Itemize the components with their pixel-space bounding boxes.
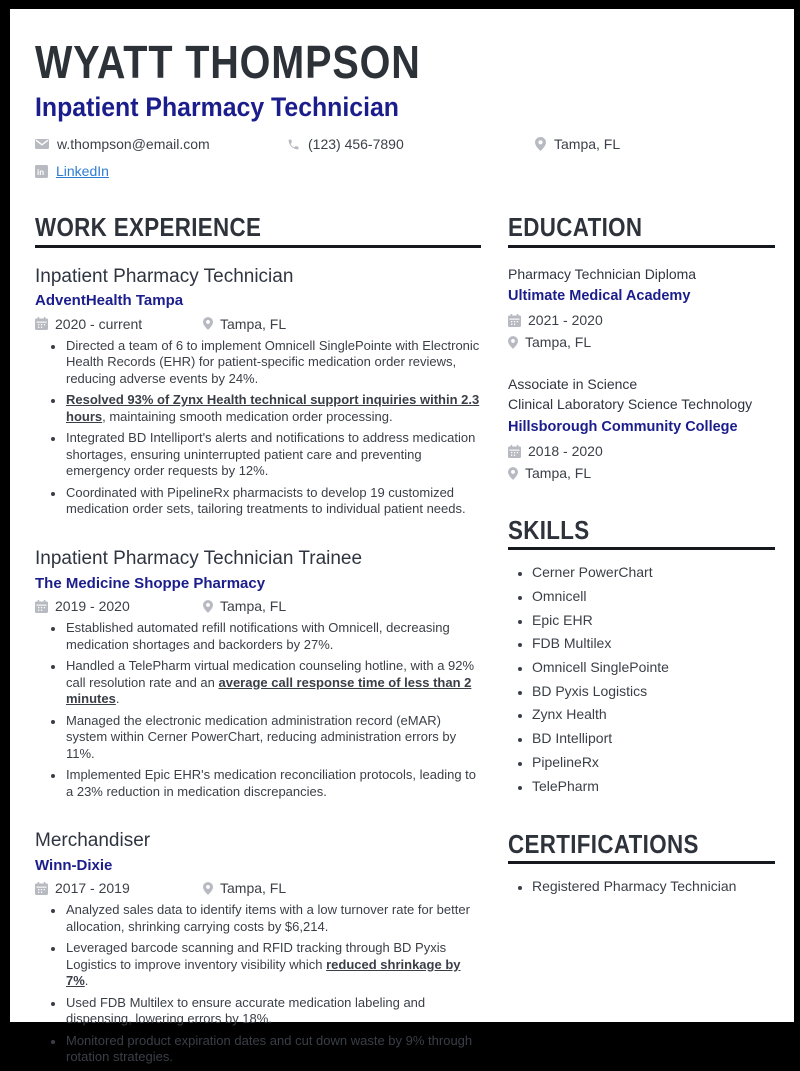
section-heading-work: WORK EXPERIENCE bbox=[35, 214, 481, 247]
contact-location bbox=[535, 136, 620, 152]
envelope-icon bbox=[35, 138, 49, 150]
skill-item: • Epic EHR bbox=[532, 611, 775, 629]
bullet-item: • Coordinated with PipelineRx pharmacists to develop 19 customized medication order sets, tailoring treatments to individual patient needs. bbox=[65, 485, 481, 518]
resume-body bbox=[35, 214, 775, 1071]
skill-item: • Omnicell SinglePointe bbox=[532, 658, 775, 676]
calendar-icon bbox=[35, 317, 48, 330]
job-bullets bbox=[35, 902, 481, 1066]
calendar-icon bbox=[35, 882, 48, 895]
location-pin-icon bbox=[535, 137, 546, 151]
bullet-item: • Integrated BD Intelliport's alerts and notifications to address medication shortages, ensuring uninterrupted patient care and preventing emergency order requests by 12%. bbox=[65, 430, 481, 480]
skill-item: • PipelineRx bbox=[532, 753, 775, 771]
contact-row-2 bbox=[35, 163, 775, 179]
calendar-icon bbox=[35, 600, 48, 613]
skill-item: • FDB Multilex bbox=[532, 634, 775, 652]
job-title: Inpatient Pharmacy Technician Trainee bbox=[35, 547, 363, 569]
bullet-item: • Monitored product expiration dates and cut down waste by 9% through rotation strategies. bbox=[65, 1033, 481, 1066]
bullet-item: • Handled a TelePharm virtual medication counseling hotline, with a 92% call resolution rate and an average call response time of less than 2 minutes. bbox=[65, 658, 481, 708]
job-location: Tampa, FL bbox=[203, 880, 286, 896]
bullet-item: • Analyzed sales data to identify items with a low turnover rate for better allocation, shrinking carrying costs by $6,214. bbox=[65, 902, 481, 935]
contact-location-text: Tampa, FL bbox=[554, 136, 621, 153]
contact-phone-text: (123) 456-7890 bbox=[308, 136, 404, 153]
calendar-icon bbox=[508, 314, 521, 327]
company-name: The Medicine Shoppe Pharmacy bbox=[35, 574, 266, 592]
candidate-title: Inpatient Pharmacy Technician bbox=[35, 91, 399, 122]
job-meta bbox=[35, 598, 481, 614]
svg-text:in: in bbox=[37, 167, 45, 177]
job-bullets bbox=[35, 620, 481, 800]
job-title: Inpatient Pharmacy Technician bbox=[35, 265, 294, 287]
degree-field: Clinical Laboratory Science Technology bbox=[508, 396, 753, 413]
education-location: Tampa, FL bbox=[508, 334, 775, 350]
calendar-icon bbox=[508, 445, 521, 458]
location-pin-icon bbox=[203, 317, 213, 330]
bullet-item: • Managed the electronic medication administration record (eMAR) system within Cerner PowerChart, reducing administration errors by 11%. bbox=[65, 713, 481, 763]
location-pin-icon bbox=[508, 467, 518, 480]
contact-email bbox=[35, 136, 287, 152]
school-name: Hillsborough Community College bbox=[508, 418, 738, 435]
job-dates: 2019 - 2020 bbox=[35, 598, 203, 614]
degree-name: Associate in Science bbox=[508, 376, 638, 393]
bullet-item: • Resolved 93% of Zynx Health technical support inquiries within 2.3 hours, maintaining smooth medication order processing. bbox=[65, 392, 481, 425]
location-pin-icon bbox=[203, 882, 213, 895]
candidate-name: WYATT THOMPSON bbox=[35, 36, 421, 88]
skill-item: • BD Pyxis Logistics bbox=[532, 682, 775, 700]
job-title: Merchandiser bbox=[35, 830, 151, 852]
location-pin-icon bbox=[508, 336, 518, 349]
job-entry-2 bbox=[35, 547, 481, 800]
contact-row-1 bbox=[35, 136, 775, 152]
right-column bbox=[508, 214, 775, 1071]
education-location: Tampa, FL bbox=[508, 465, 775, 481]
section-heading-certifications: CERTIFICATIONS bbox=[508, 831, 775, 864]
job-dates: 2020 - current bbox=[35, 316, 203, 332]
location-pin-icon bbox=[203, 600, 213, 613]
skill-item: • Omnicell bbox=[532, 587, 775, 605]
degree-name: Pharmacy Technician Diploma bbox=[508, 265, 697, 282]
education-entry-2 bbox=[508, 374, 775, 481]
skill-item: • Cerner PowerChart bbox=[532, 563, 775, 581]
skill-item: • Zynx Health bbox=[532, 705, 775, 723]
contact-linkedin bbox=[35, 163, 109, 179]
left-column bbox=[35, 214, 481, 1071]
resume-header bbox=[35, 36, 775, 180]
job-meta bbox=[35, 316, 481, 332]
skill-item: • BD Intelliport bbox=[532, 729, 775, 747]
contact-email-text: w.thompson@email.com bbox=[57, 136, 210, 153]
education-entry-1 bbox=[508, 264, 775, 351]
company-name: Winn-Dixie bbox=[35, 856, 113, 874]
education-dates: 2021 - 2020 bbox=[508, 312, 775, 328]
job-dates: 2017 - 2019 bbox=[35, 880, 203, 896]
contact-phone bbox=[287, 136, 535, 152]
resume-page bbox=[10, 9, 794, 1065]
bullet-item: • Used FDB Multilex to ensure accurate medication labeling and dispensing, lowering errors by 18%. bbox=[65, 995, 481, 1028]
bullet-item: • Directed a team of 6 to implement Omnicell SinglePointe with Electronic Health Records (EHR) for patient-specific medication order reviews, reducing adverse events by 24%. bbox=[65, 338, 481, 388]
certifications-list bbox=[508, 877, 775, 895]
bullet-item: • Established automated refill notifications with Omnicell, decreasing medication shortages and backorders by 27%. bbox=[65, 620, 481, 653]
linkedin-icon bbox=[35, 165, 48, 178]
section-heading-education: EDUCATION bbox=[508, 214, 775, 247]
job-location: Tampa, FL bbox=[203, 316, 286, 332]
job-entry-3 bbox=[35, 829, 481, 1066]
job-entry-1 bbox=[35, 265, 481, 518]
company-name: AdventHealth Tampa bbox=[35, 292, 184, 310]
contact-block bbox=[35, 136, 775, 179]
skills-list bbox=[508, 563, 775, 794]
bullet-item: • Leveraged barcode scanning and RFID tracking through BD Pyxis Logistics to improve inventory visibility which reduced shrinkage by 7%. bbox=[65, 940, 481, 990]
phone-icon bbox=[287, 138, 300, 151]
job-location: Tampa, FL bbox=[203, 598, 286, 614]
education-dates: 2018 - 2020 bbox=[508, 443, 775, 459]
job-meta bbox=[35, 880, 481, 896]
linkedin-link[interactable]: LinkedIn bbox=[56, 163, 109, 180]
certification-item: • Registered Pharmacy Technician bbox=[532, 877, 775, 895]
skill-item: • TelePharm bbox=[532, 777, 775, 795]
school-name: Ultimate Medical Academy bbox=[508, 287, 691, 304]
bullet-item: • Implemented Epic EHR's medication reconciliation protocols, leading to a 23% reduction in medication discrepancies. bbox=[65, 767, 481, 800]
job-bullets bbox=[35, 338, 481, 518]
section-heading-skills: SKILLS bbox=[508, 517, 775, 550]
